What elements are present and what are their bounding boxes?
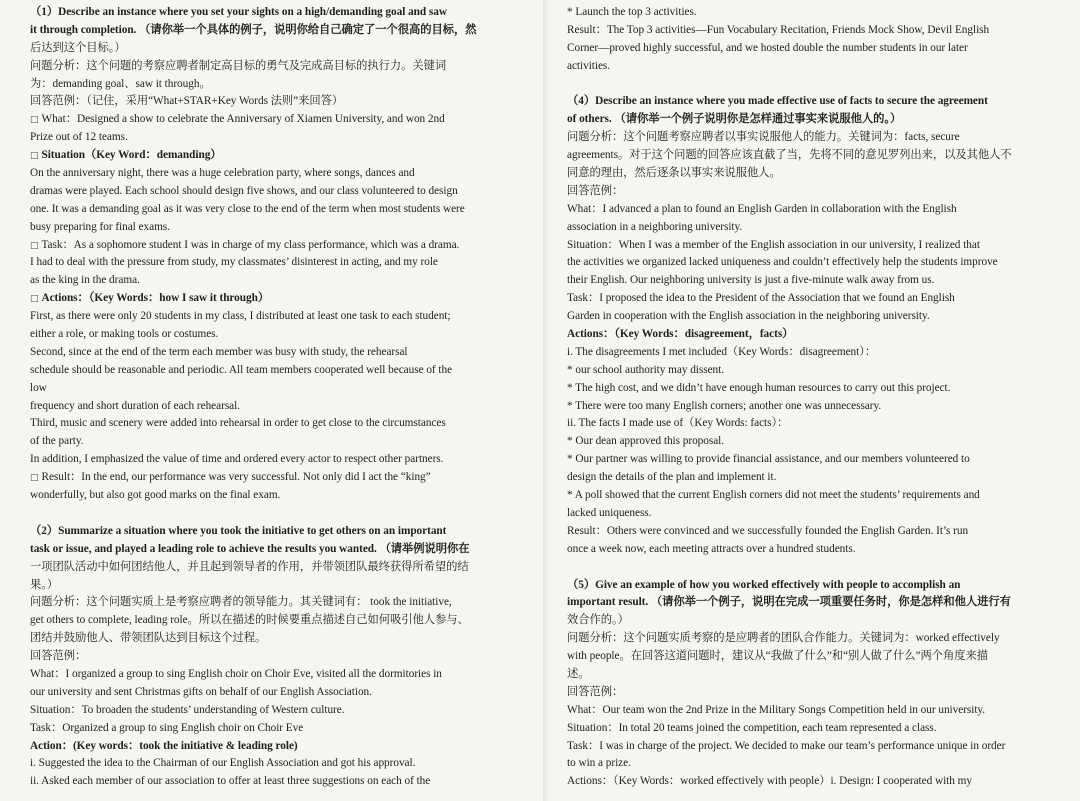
line-text: agreements。对于这个问题的回答应该直截了当，先将不同的意见罗列出来，以及其他人不 — [567, 149, 1012, 162]
line-text: Actions：（Key Words：worked effectively with people）i. Design: I cooperated with my — [567, 775, 972, 788]
text-line — [567, 58, 1057, 76]
text-line — [567, 290, 1057, 308]
line-text: lacked uniqueness. — [567, 506, 652, 519]
line-text: I had to deal with the pressure from study, my classmates’ disinterest in acting, and my role — [30, 256, 438, 269]
line-text: i. Suggested the idea to the Chairman of our English Association and got his approval. — [30, 757, 416, 770]
line-text: their English. Our neighboring university is just a five-minute walk away from us. — [567, 274, 935, 287]
line-text: 同意的理由，然后逐条以事实来说服他人。 — [567, 167, 781, 180]
text-line — [30, 165, 528, 183]
text-line — [567, 22, 1057, 40]
text-line — [30, 326, 528, 344]
text-line — [30, 559, 528, 577]
text-line — [30, 344, 528, 362]
line-text: 效合作的。） — [567, 614, 629, 627]
text-line — [567, 415, 1057, 433]
text-line — [567, 773, 1057, 791]
text-line — [567, 111, 1057, 129]
text-line — [30, 720, 528, 738]
line-text: Action：(Key words：took the initiative & leading role) — [30, 739, 298, 752]
line-text: （2）Summarize a situation where you took the initiative to get others on an important — [30, 524, 447, 537]
text-line — [567, 541, 1057, 559]
text-line — [30, 4, 528, 22]
line-text: schedule should be reasonable and periodic. All team members cooperated well because of the — [30, 363, 453, 376]
line-text: * Our partner was willing to provide financial assistance, and our members volunteered to — [567, 453, 970, 466]
line-text: Actions：（Key Words：disagreement，facts） — [567, 328, 794, 341]
text-line — [30, 594, 528, 612]
line-text: What：I organized a group to sing English choir on Choir Eve, visited all the dormitories in — [30, 667, 442, 680]
text-line — [30, 666, 528, 684]
text-line — [567, 648, 1057, 666]
checkbox-icon: □ — [30, 240, 39, 251]
text-line — [567, 451, 1057, 469]
text-line — [567, 684, 1057, 702]
text-line — [30, 433, 528, 451]
text-line — [567, 40, 1057, 58]
line-text: 问题分析：这个问题实质考察的是应聘者的团队合作能力。关键词为：worked effectively — [567, 632, 1000, 645]
text-line — [30, 111, 528, 129]
line-text: 回答范例： — [30, 650, 87, 663]
text-line — [567, 469, 1057, 487]
line-text: the activities we organized lacked uniqueness and couldn’t effectively help the students improve — [567, 256, 998, 269]
line-text: 回答范例： — [567, 184, 624, 197]
text-line — [30, 58, 528, 76]
checkbox-icon: □ — [30, 294, 39, 305]
paragraph-gap — [30, 505, 528, 523]
line-text: 果。） — [30, 578, 59, 591]
text-line — [567, 272, 1057, 290]
text-line — [567, 129, 1057, 147]
text-line — [567, 183, 1057, 201]
line-text: * our school authority may dissent. — [567, 363, 725, 376]
text-line — [30, 398, 528, 416]
line-text: Third, music and scenery were added into rehearsal in order to get close to the circumstances — [30, 417, 446, 430]
line-text: one. It was a demanding goal as it was very close to the end of the term when most students were — [30, 202, 465, 215]
line-text: （4）Describe an instance where you made effective use of facts to secure the agreement — [567, 95, 988, 108]
text-line — [30, 76, 528, 94]
line-text: task or issue, and played a leading role to achieve the results you wanted. （请举例说明你在 — [30, 542, 470, 555]
text-line — [30, 272, 528, 290]
text-line — [567, 505, 1057, 523]
line-text: First, as there were only 20 students in my class, I distributed at least one task to each student; — [30, 310, 451, 323]
line-text: dramas were played. Each school should design five shows, and our class volunteered to design — [30, 184, 458, 197]
line-text: * The high cost, and we didn’t have enough human resources to carry out this project. — [567, 381, 951, 394]
text-line — [567, 237, 1057, 255]
line-text: Result：The Top 3 activities—Fun Vocabulary Recitation, Friends Mock Show, Devil English — [567, 23, 990, 36]
line-text: What：I advanced a plan to found an English Garden in collaboration with the English — [567, 202, 957, 215]
paragraph-gap — [567, 559, 1057, 577]
line-text: 后达到这个目标。） — [30, 41, 126, 54]
line-text: What：Designed a show to celebrate the Anniversary of Xiamen University, and won 2nd — [41, 113, 445, 126]
text-line — [30, 183, 528, 201]
text-line — [567, 380, 1057, 398]
line-text: （5）Give an example of how you worked effectively with people to accomplish an — [567, 578, 961, 591]
line-text: （1）Describe an instance where you set your sights on a high/demanding goal and saw — [30, 6, 447, 18]
line-text: Task：Organized a group to sing English choir on Choir Eve — [30, 721, 304, 734]
line-text: with people。在回答这道问题时，建议从“我做了什么”和“别人做了什么”两个角度来描 — [567, 650, 988, 663]
text-line — [30, 630, 528, 648]
text-line — [567, 326, 1057, 344]
line-text: In addition, I emphasized the value of time and ordered every actor to respect other partners. — [30, 453, 444, 466]
text-line — [567, 702, 1057, 720]
text-line — [30, 362, 528, 380]
text-line — [30, 237, 528, 255]
text-line — [30, 612, 528, 630]
line-text: On the anniversary night, there was a huge celebration party, where songs, dances and — [30, 167, 415, 180]
line-text: Actions：（Key Words：how I saw it through） — [41, 292, 270, 305]
text-line — [30, 684, 528, 702]
text-line — [30, 129, 528, 147]
text-line — [567, 147, 1057, 165]
text-line — [567, 720, 1057, 738]
text-line — [567, 594, 1057, 612]
line-text: our university and sent Christmas gifts on behalf of our English Association. — [30, 685, 372, 698]
text-line — [30, 702, 528, 720]
line-text: Situation：To broaden the students’ understanding of Western culture. — [30, 703, 345, 716]
text-line — [567, 523, 1057, 541]
text-line — [30, 308, 528, 326]
text-line — [30, 541, 528, 559]
line-text: Situation：In total 20 teams joined the competition, each team represented a class. — [567, 721, 937, 734]
line-text: activities. — [567, 59, 611, 72]
checkbox-icon: □ — [30, 473, 39, 484]
text-line — [567, 4, 1057, 22]
text-line — [567, 487, 1057, 505]
line-text: Task：I proposed the idea to the President of the Association that we found an English — [567, 292, 955, 305]
right-column — [567, 4, 1057, 801]
line-text: Second, since at the end of the term each member was busy with study, the rehearsal — [30, 345, 408, 358]
text-line — [567, 666, 1057, 684]
line-text: busy preparing for final exams. — [30, 220, 170, 233]
line-text: 回答范例：（记住，采用“What+STAR+Key Words 法则”来回答） — [30, 95, 344, 108]
line-text: design the details of the plan and implement it. — [567, 471, 777, 484]
line-text: * Launch the top 3 activities. — [567, 6, 697, 18]
line-text: either a role, or making tools or costumes. — [30, 328, 219, 341]
line-text: association in a neighboring university. — [567, 220, 743, 233]
line-text: * A poll showed that the current English corners did not meet the students’ requirements and — [567, 489, 980, 502]
line-text: 回答范例： — [567, 685, 624, 698]
line-text: frequency and short duration of each rehearsal. — [30, 399, 240, 412]
line-text: get others to complete, leading role。所以在描述的时候要重点描述自己如何吸引他人参与、 — [30, 614, 469, 627]
line-text: * There were too many English corners; another one was unnecessary. — [567, 399, 882, 412]
line-text: once a week now, each meeting attracts over a hundred students. — [567, 542, 856, 555]
text-line — [30, 487, 528, 505]
line-text: * Our dean approved this proposal. — [567, 435, 725, 448]
line-text: Corner—proved highly successful, and we hosted double the number students in our later — [567, 41, 968, 54]
text-line — [567, 308, 1057, 326]
text-line — [30, 738, 528, 756]
text-line — [30, 40, 528, 58]
text-line — [30, 93, 528, 111]
text-line — [567, 344, 1057, 362]
line-text: ii. The facts I made use of（Key Words: facts）： — [567, 417, 789, 430]
line-text: Situation（Key Word：demanding） — [41, 149, 222, 162]
line-text: 为：demanding goal、saw it through。 — [30, 77, 211, 90]
text-line — [30, 773, 528, 791]
line-text: Task：As a sophomore student I was in charge of my class performance, which was a drama. — [41, 238, 460, 251]
text-line — [567, 738, 1057, 756]
line-text: low — [30, 381, 47, 394]
line-text: Prize out of 12 teams. — [30, 131, 128, 144]
text-line — [30, 415, 528, 433]
text-line — [567, 398, 1057, 416]
text-line — [30, 380, 528, 398]
line-text: Result：Others were convinced and we successfully founded the English Garden. It’s run — [567, 524, 969, 537]
line-text: Task：I was in charge of the project. We decided to make our team’s performance unique in order — [567, 739, 1006, 752]
text-line — [30, 755, 528, 773]
text-line — [30, 577, 528, 595]
text-line — [567, 755, 1057, 773]
line-text: to win a prize. — [567, 757, 631, 770]
text-line — [30, 201, 528, 219]
checkbox-icon: □ — [30, 115, 39, 126]
text-line — [567, 630, 1057, 648]
checkbox-icon: □ — [30, 151, 39, 162]
text-line — [30, 523, 528, 541]
line-text: 一项团队活动中如何团结他人，并且起到领导者的作用，并带领团队最终获得所希望的结 — [30, 560, 469, 573]
line-text: it through completion. （请你举一个具体的例子，说明你给自己确定了一个很高的目标，然 — [30, 23, 477, 36]
line-text: What：Our team won the 2nd Prize in the Military Songs Competition held in our university. — [567, 703, 986, 716]
text-line — [30, 22, 528, 40]
text-line — [30, 648, 528, 666]
text-line — [567, 165, 1057, 183]
line-text: ii. Asked each member of our association to offer at least three suggestions on each of the — [30, 775, 431, 788]
line-text: Result：In the end, our performance was very successful. Not only did I act the “king” — [41, 471, 431, 484]
line-text: of others. （请你举一个例子说明你是怎样通过事实来说服他人的。） — [567, 113, 902, 126]
line-text: 述。 — [567, 667, 590, 680]
page-gutter — [543, 0, 549, 801]
line-text: 团结并鼓励他人、带领团队达到目标这个过程。 — [30, 632, 267, 645]
line-text: Situation：When I was a member of the English association in our university, I realized that — [567, 238, 980, 251]
text-line — [567, 254, 1057, 272]
line-text: as the king in the drama. — [30, 274, 140, 287]
text-line — [30, 290, 528, 308]
line-text: i. The disagreements I met included（Key Words：disagreement）： — [567, 345, 877, 358]
text-line — [567, 219, 1057, 237]
paragraph-gap — [567, 76, 1057, 94]
line-text: important result. （请你举一个例子，说明在完成一项重要任务时，你是怎样和他人进行有 — [567, 596, 1011, 609]
text-line — [30, 147, 528, 165]
line-text: of the party. — [30, 435, 84, 448]
text-line — [567, 93, 1057, 111]
text-line — [567, 362, 1057, 380]
text-line — [567, 612, 1057, 630]
text-line — [30, 469, 528, 487]
line-text: 问题分析：这个问题考察应聘者以事实说服他人的能力。关键词为：facts, secure — [567, 131, 960, 144]
text-line — [30, 451, 528, 469]
line-text: 问题分析：这个问题实质上是考察应聘者的领导能力。其关键词有： took the initiative, — [30, 596, 452, 609]
text-line — [567, 577, 1057, 595]
text-line — [30, 254, 528, 272]
text-line — [567, 201, 1057, 219]
line-text: wonderfully, but also got good marks on the final exam. — [30, 489, 281, 502]
text-line — [30, 219, 528, 237]
left-column — [30, 4, 528, 801]
line-text: Garden in cooperation with the English association in the neighboring university. — [567, 310, 930, 323]
line-text: 问题分析：这个问题的考察应聘者制定高目标的勇气及完成高目标的执行力。关键词 — [30, 59, 447, 72]
text-line — [567, 433, 1057, 451]
